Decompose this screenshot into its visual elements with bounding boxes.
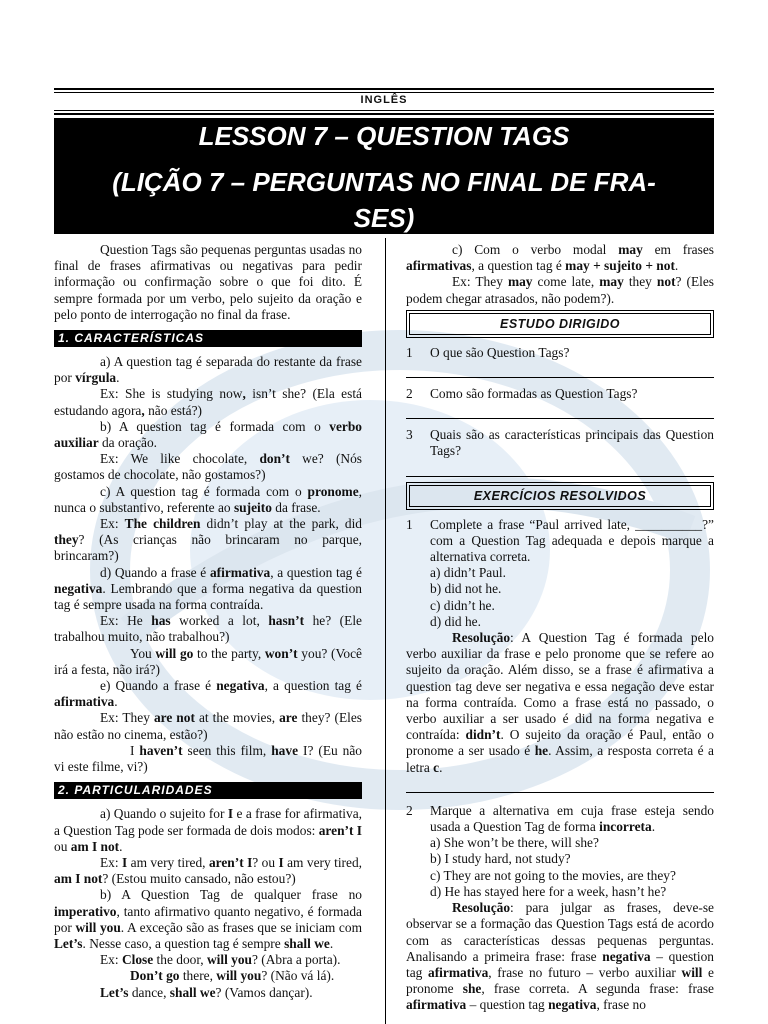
subject-header: INGLÊS: [360, 94, 408, 106]
example: Ex: The children didn’t play at the park, did they? (As crianças não brincaram no parque, brincaram?): [54, 516, 362, 564]
example: Ex: They may come late, may they not? (Eles podem chegar atrasados, não podem?).: [406, 274, 715, 306]
example: Ex: Close the door, will you? (Abra a porta).: [100, 952, 341, 968]
item-d: d) Quando a frase é afirmativa, a question tag é negativa. Lembrando que a forma negativa da question tag é sempre usada na forma contraída.: [54, 564, 362, 613]
question-2: 2 Como são formadas as Question Tags?: [406, 386, 638, 402]
question-3: 3 Quais são as características principais das Question Tags?: [406, 427, 714, 459]
option[interactable]: b) I study hard, not study?: [430, 851, 571, 867]
item-e: e) Quando a frase é negativa, a question tag é afirmativa.: [54, 678, 362, 710]
section-caracteristicas: 1. CARACTERÍSTICAS: [54, 330, 362, 347]
example: Ex: He has worked a lot, hasn’t he? (Ele trabalhou muito, não trabalhou?): [54, 613, 362, 645]
item-a: a) A question tag é separada do restante da frase por vírgula.: [54, 354, 362, 386]
lesson-title-box: [54, 118, 714, 234]
left-column: [54, 242, 362, 1001]
lesson-title: LESSON 7 – QUESTION TAGS: [198, 121, 570, 151]
header-rule-thick: [54, 113, 714, 115]
exercise-1: 1 Complete a frase “Paul arrived late, __________?” com a Question Tag adequada e depois marque a alternativa correta.: [406, 516, 714, 565]
option[interactable]: b) did not he.: [430, 581, 502, 597]
resolution-2: Resolução: para julgar as frases, deve-se observar se a formação das Question Tags está de acordo com as características dessas pequenas perguntas. Analisando a primeira frase: frase negativa – question tag afirmativa, frase no futuro – verbo auxiliar will e pronome she, frase correta. A segunda frase: frase afirmativa – question tag negativa, frase no: [406, 900, 714, 1013]
exercicios-resolvidos-header: EXERCÍCIOS RESOLVIDOS: [409, 485, 711, 507]
exercise-2: 2 Marque a alternativa em cuja frase esteja sendo usada a Question Tag de forma incorreta.: [406, 802, 714, 835]
answer-line[interactable]: [406, 460, 714, 477]
answer-line[interactable]: [406, 361, 714, 378]
part-b: b) A Question Tag de qualquer frase no imperativo, tanto afirmativo quanto negativo, é formada por will you. A exceção são as frases que se iniciam com Let’s. Nesse caso, a question tag é sempre shall we.: [54, 887, 362, 951]
right-column: [406, 242, 714, 1014]
item-c-modal: c) Com o verbo modal may em frases afirmativas, a question tag é may + sujeito + not.: [406, 242, 714, 274]
top-rule: [54, 88, 714, 90]
exercise-2-options: [406, 835, 714, 900]
example: Ex: She is studying now, isn’t she? (Ela está estudando agora, não está?): [54, 386, 362, 418]
example: Ex: We like chocolate, don’t we? (Nós gostamos de chocolate, não gostamos?): [54, 451, 362, 483]
example: Don’t go there, will you? (Não vá lá).: [130, 968, 335, 984]
intro-paragraph: Question Tags são pequenas perguntas usadas no final de frases afirmativas ou negativas para pedir informação ou confirmação sobre o que foi dito. É sempre formada por um verbo, pelo sujeito da oração e pelo ponto de interrogação no final da frase.: [54, 242, 362, 322]
lesson-subtitle: (LIÇÃO 7 – PERGUNTAS NO FINAL DE FRA- SES): [112, 167, 656, 233]
top-rule-thin: [54, 92, 714, 93]
example: Let’s dance, shall we? (Vamos dançar).: [100, 984, 313, 1000]
option[interactable]: a) didn’t Paul.: [430, 565, 506, 581]
option[interactable]: c) didn’t he.: [430, 597, 495, 613]
estudo-dirigido-header: ESTUDO DIRIGIDO: [409, 313, 711, 335]
option[interactable]: d) did he.: [430, 613, 481, 629]
exercise-1-options: [406, 565, 714, 630]
example: Ex: I am very tired, aren’t I? ou I am very tired, am I not? (Estou muito cansado, não estou?): [54, 854, 362, 887]
option[interactable]: a) She won’t be there, will she?: [430, 835, 599, 851]
answer-line[interactable]: [406, 402, 714, 419]
option[interactable]: c) They are not going to the movies, are they?: [430, 867, 676, 883]
section-particularidades: 2. PARTICULARIDADES: [54, 782, 362, 799]
example: I haven’t seen this film, have I? (Eu não vi este filme, vi?): [54, 742, 362, 775]
example: You will go to the party, won’t you? (Você irá a festa, não irá?): [54, 645, 362, 677]
question-1: 1 O que são Question Tags?: [406, 344, 570, 360]
part-a: a) Quando o sujeito for I e a frase for afirmativa, a Question Tag pode ser formada de dois modos: aren’t I ou am I not.: [54, 806, 363, 854]
column-divider: [385, 238, 386, 1024]
separator-line: [406, 776, 714, 793]
header-rule: [54, 110, 714, 111]
item-c: c) A question tag é formada com o pronome, nunca o substantivo, referente ao sujeito da frase.: [54, 483, 362, 515]
resolution-1: Resolução: A Question Tag é formada pelo verbo auxiliar da frase e pelo pronome que se refere ao sujeito da oração. Além disso, se a frase é afirmativa a question tag deve ser negativa e essa negação deve estar na forma contraída. Como a frase está no passado, o verbo auxiliar a ser usado é did na forma negativa e contraída: didn’t. O sujeito da oração é Paul, então o pronome a ser usado é he. Assim, a resposta correta é a letra c.: [406, 630, 714, 775]
option[interactable]: d) He has stayed here for a week, hasn’t he?: [430, 883, 667, 899]
item-b: b) A question tag é formada com o verbo auxiliar da oração.: [54, 418, 362, 451]
example: Ex: They are not at the movies, are they? (Eles não estão no cinema, estão?): [54, 710, 363, 742]
